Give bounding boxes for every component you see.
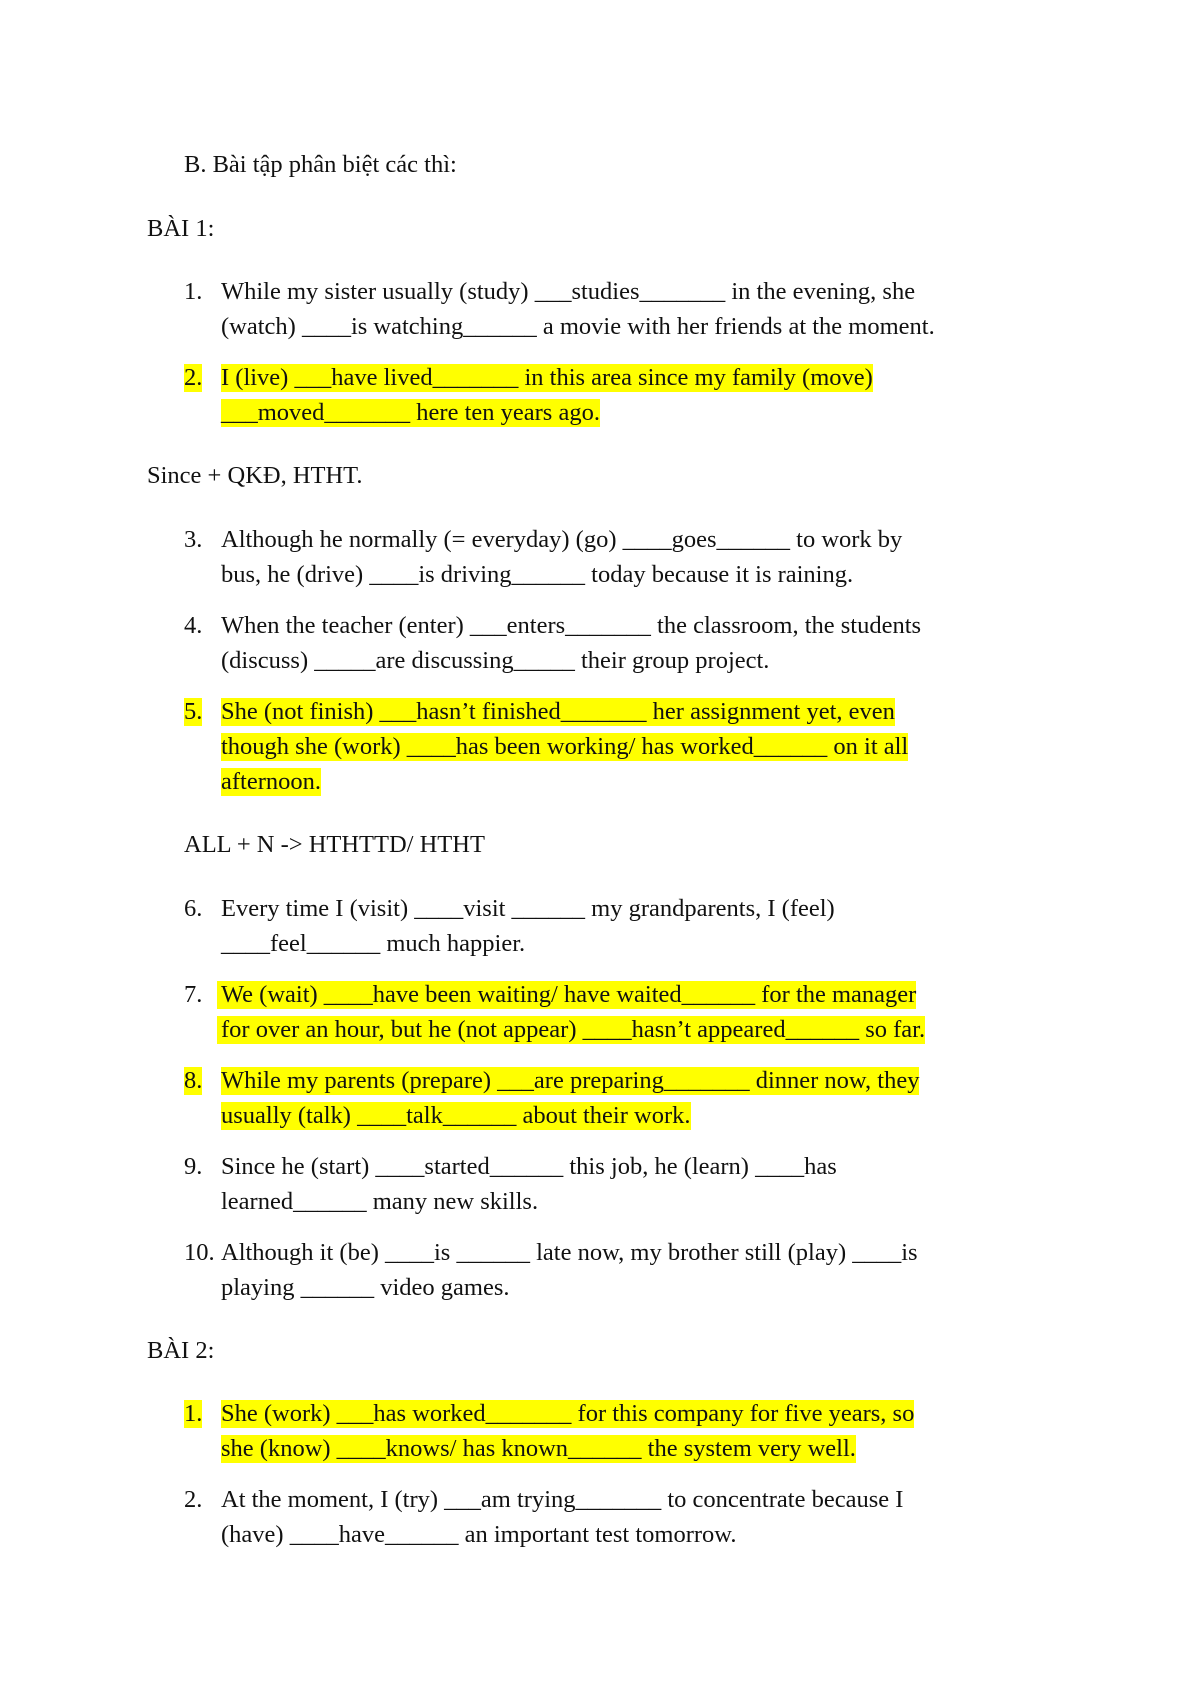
item-line: usually (talk) ____talk______ about their work.	[221, 1102, 691, 1129]
item-line: I (live) ___have lived_______ in this area since my family (move)	[221, 364, 873, 391]
grammar-note-since: Since + QKĐ, HTHT.	[147, 462, 363, 489]
item-line: At the moment, I (try) ___am trying_______ to concentrate because I	[221, 1486, 904, 1513]
grammar-note-all: ALL + N -> HTHTTD/ HTHT	[184, 831, 485, 858]
item-line: learned______ many new skills.	[221, 1188, 539, 1215]
item-number: 2.	[184, 1486, 203, 1513]
item-number: 7.	[184, 981, 203, 1008]
item-line: (have) ____have______ an important test tomorrow.	[221, 1521, 737, 1548]
item-line: Every time I (visit) ____visit ______ my grandparents, I (feel)	[221, 895, 835, 922]
item-line: afternoon.	[221, 768, 321, 795]
item-line: (watch) ____is watching______ a movie with her friends at the moment.	[221, 313, 935, 340]
item-number: 4.	[184, 612, 203, 639]
item-line: bus, he (drive) ____is driving______ today because it is raining.	[221, 561, 854, 588]
item-line: Since he (start) ____started______ this job, he (learn) ____has	[221, 1153, 837, 1180]
item-number: 5.	[184, 698, 203, 725]
item-line: ____feel______ much happier.	[221, 930, 526, 957]
item-line: While my sister usually (study) ___studies_______ in the evening, she	[221, 278, 916, 305]
item-line: She (work) ___has worked_______ for this company for five years, so	[221, 1400, 915, 1427]
item-line: for over an hour, but he (not appear) ____hasn’t appeared______ so far.	[217, 1016, 925, 1044]
item-line: though she (work) ____has been working/ has worked______ on it all	[221, 733, 909, 760]
item-line: (discuss) _____are discussing_____ their group project.	[221, 647, 770, 674]
exercise-2-heading: BÀI 2:	[147, 1337, 215, 1364]
exercise-1-heading: BÀI 1:	[147, 215, 215, 242]
item-number: 6.	[184, 895, 203, 922]
item-line: She (not finish) ___hasn’t finished_______ her assignment yet, even	[221, 698, 895, 725]
item-line: We (wait) ____have been waiting/ have waited______ for the manager	[217, 981, 916, 1009]
item-line: ___moved_______ here ten years ago.	[221, 399, 600, 426]
item-line: Although it (be) ____is ______ late now, my brother still (play) ____is	[221, 1239, 918, 1266]
item-number: 9.	[184, 1153, 203, 1180]
item-line: While my parents (prepare) ___are preparing_______ dinner now, they	[221, 1067, 920, 1094]
item-number: 2.	[184, 364, 203, 391]
item-number: 1.	[184, 1400, 203, 1427]
item-number: 10.	[184, 1239, 215, 1266]
section-title: B. Bài tập phân biệt các thì:	[184, 151, 457, 178]
item-line: she (know) ____knows/ has known______ the system very well.	[221, 1435, 856, 1462]
item-number: 1.	[184, 278, 203, 305]
item-line: playing ______ video games.	[221, 1274, 510, 1301]
item-line: Although he normally (= everyday) (go) ____goes______ to work by	[221, 526, 903, 553]
item-line: When the teacher (enter) ___enters_______ the classroom, the students	[221, 612, 922, 639]
item-number: 8.	[184, 1067, 203, 1094]
item-number: 3.	[184, 526, 203, 553]
